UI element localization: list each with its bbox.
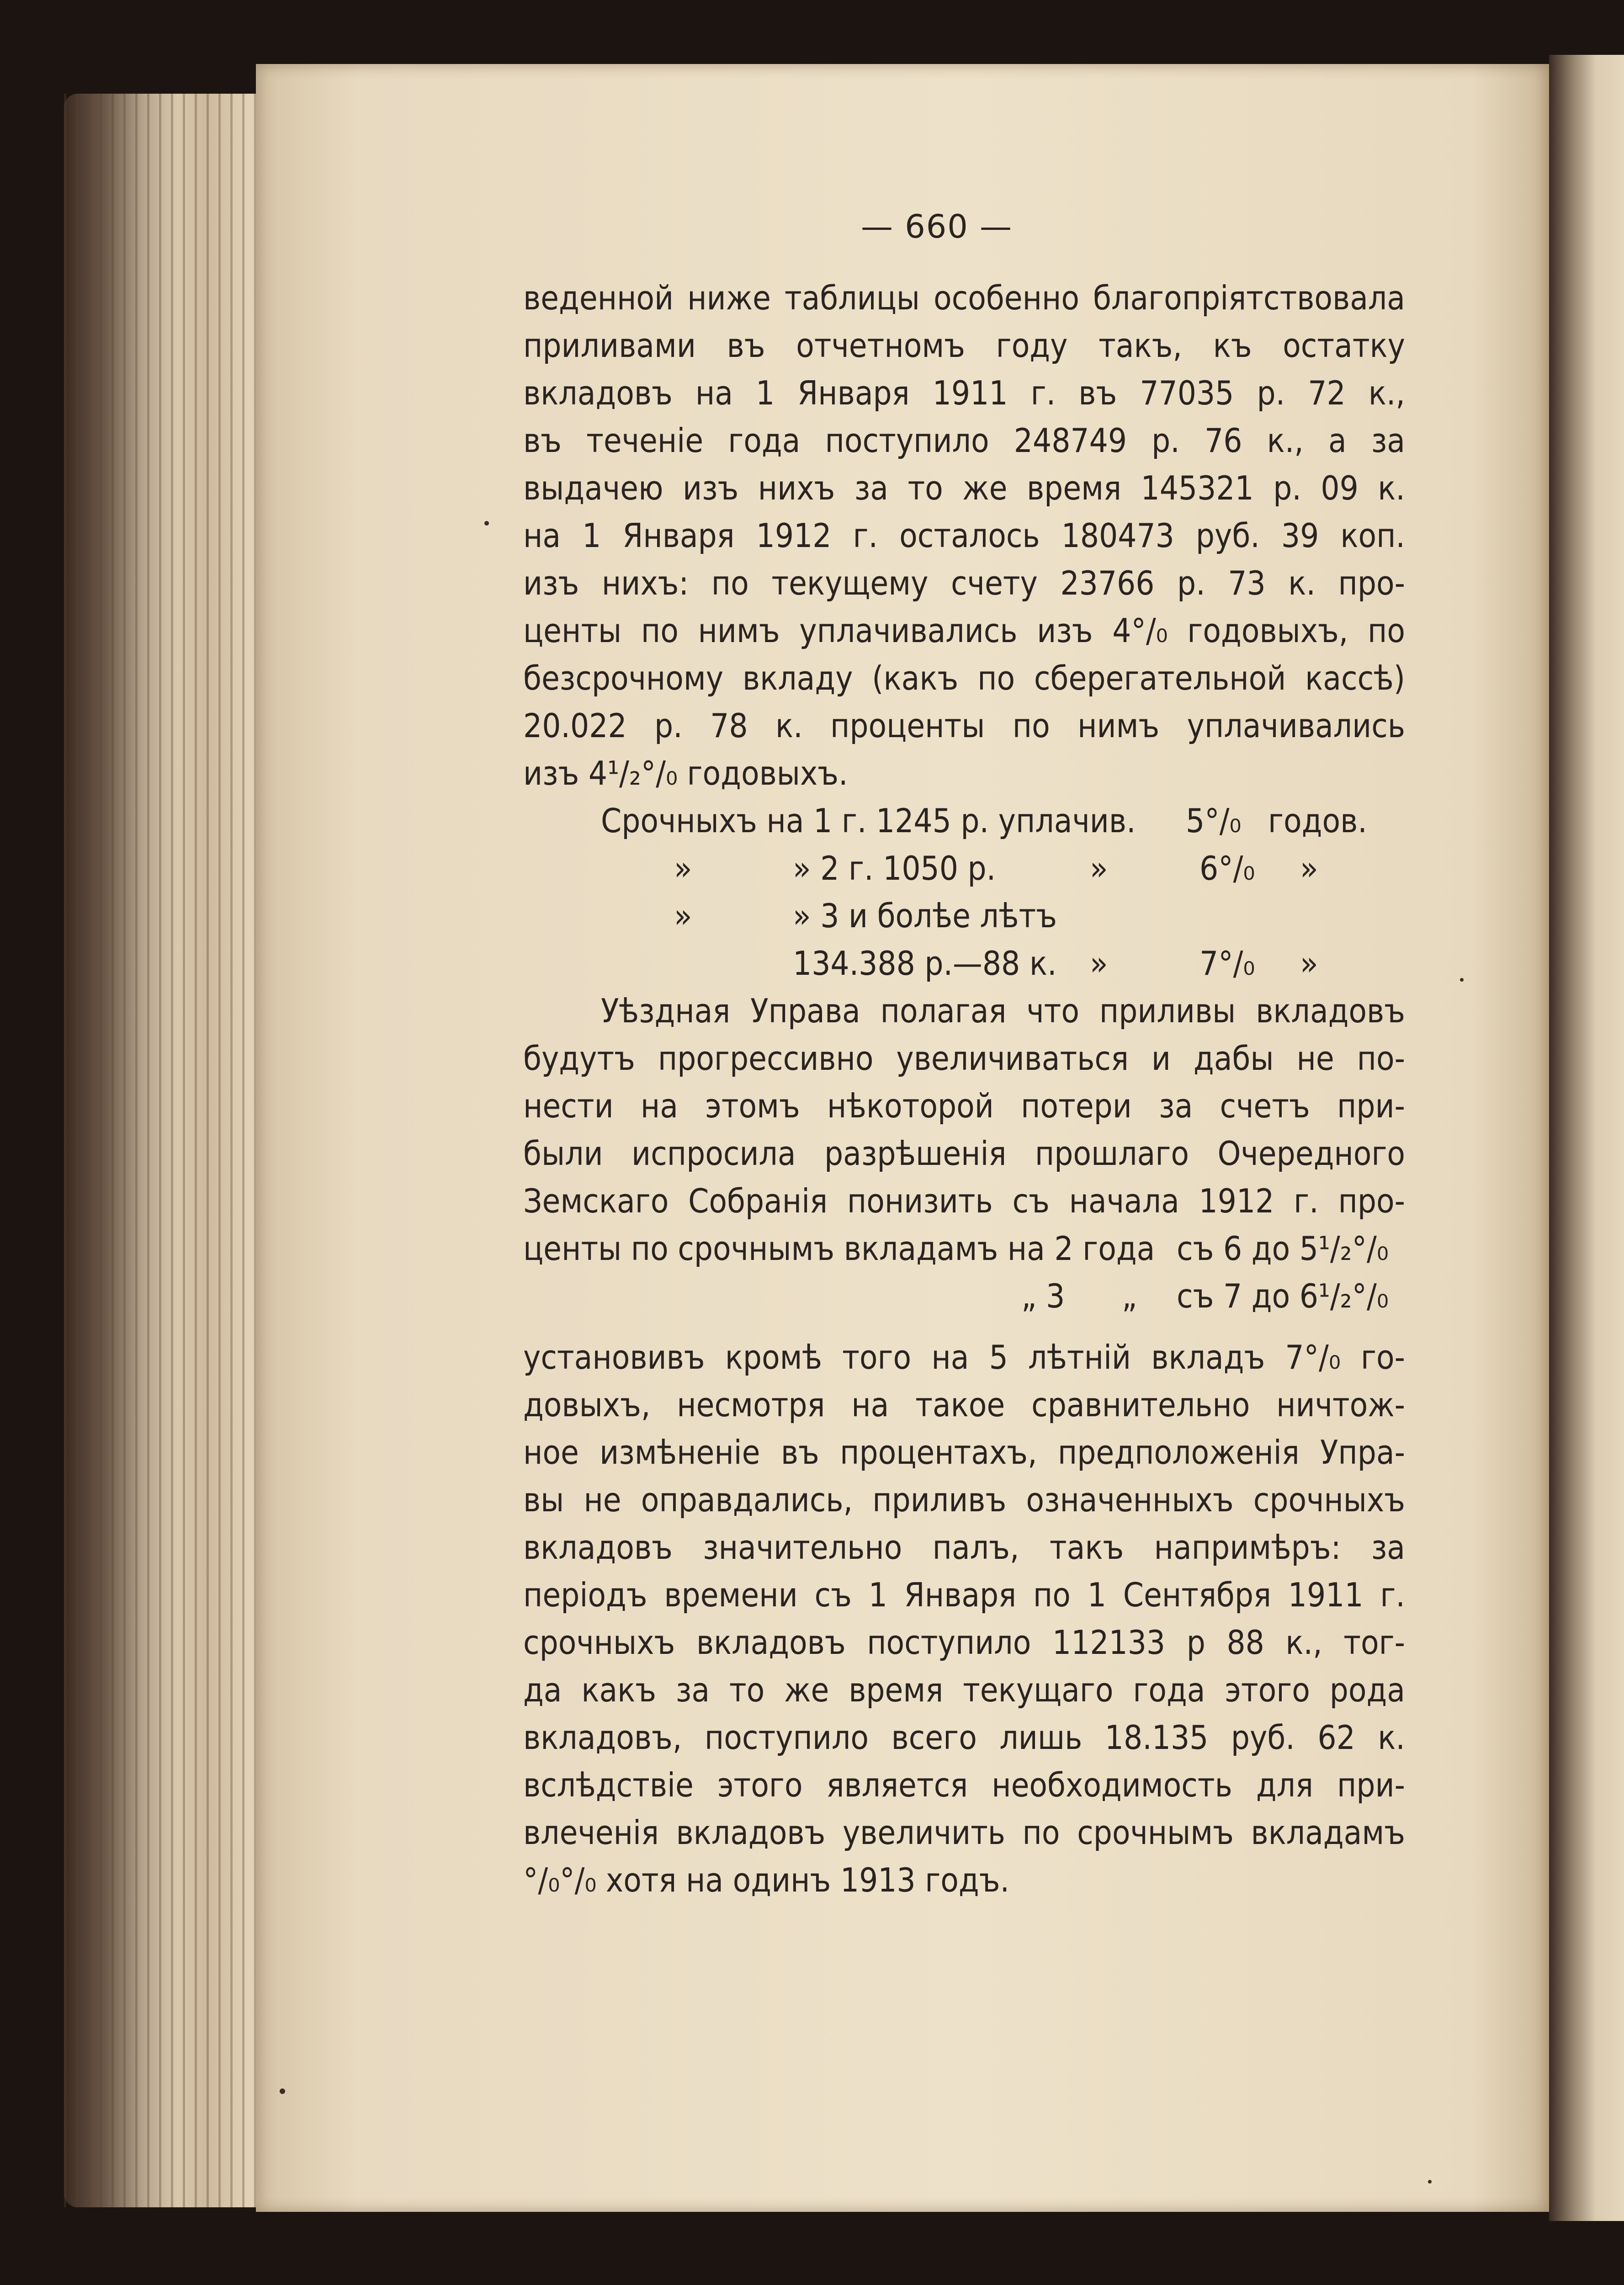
text-line: 20.022 р. 78 к. проценты по нимъ уплачивались: [523, 707, 1405, 745]
ditto-mark: »: [1300, 944, 1318, 983]
deposits-row: [523, 797, 1405, 845]
ink-speck: [1460, 978, 1464, 982]
ditto-mark: »: [1300, 849, 1318, 887]
facing-page-edge: [1549, 55, 1624, 2221]
ditto-mark: »: [674, 849, 692, 887]
text-line: да какъ за то же время текущаго года этого рода: [523, 1671, 1405, 1709]
text-line: вкладовъ, поступило всего лишь 18.135 руб. 62 к.: [523, 1718, 1405, 1757]
deposit-term: » 3 и болѣе лѣтъ: [793, 897, 1057, 935]
text-line: вслѣдствіе этого является необходимость для при-: [523, 1766, 1405, 1804]
ditto-mark: „: [1122, 1277, 1137, 1315]
text-line: въ теченіе года поступило 248749 р. 76 к., а за: [523, 421, 1405, 460]
rate-change-lead: центы по срочнымъ вкладамъ на 2 года: [523, 1229, 1155, 1268]
text-line: ное измѣненіе въ процентахъ, предположенія Упра-: [523, 1433, 1405, 1472]
text-line: приливами въ отчетномъ году такъ, къ остатку: [523, 326, 1405, 365]
page-body-text: [523, 274, 1405, 1904]
text-line: установивъ кромѣ того на 5 лѣтній вкладъ 7°/₀ го-: [523, 1338, 1405, 1376]
deposits-row: [523, 940, 1405, 987]
deposit-rate: 6°/₀: [1199, 849, 1255, 887]
text-line: нести на этомъ нѣкоторой потери за счетъ при-: [523, 1087, 1405, 1125]
ink-speck: [1428, 2180, 1432, 2184]
ditto-mark: »: [1090, 849, 1108, 887]
text-line: изъ 4¹/₂°/₀ годовыхъ.: [523, 754, 848, 792]
text-line: веденной ниже таблицы особенно благопріятствовала: [523, 279, 1405, 317]
text-line: срочныхъ вкладовъ поступило 112133 р 88 к., тог-: [523, 1623, 1405, 1662]
text-line: выдачею изъ нихъ за то же время 145321 р. 09 к.: [523, 469, 1405, 507]
text-line: изъ нихъ: по текущему счету 23766 р. 73 к. про-: [523, 564, 1405, 602]
rate-change-line: [523, 1225, 1405, 1272]
deposit-amount: 134.388 р.—88 к.: [793, 944, 1057, 983]
deposit-term: » 2 г. 1050 р.: [793, 849, 996, 887]
text-line: будутъ прогрессивно увеличиваться и дабы не по-: [523, 1039, 1405, 1078]
deposits-row: [523, 845, 1405, 892]
text-line: вкладовъ значительно палъ, такъ напримѣръ: за: [523, 1528, 1405, 1567]
ink-speck: [484, 521, 489, 526]
text-line: Земскаго Собранія понизить съ начала 1912 г. про-: [523, 1182, 1405, 1220]
ink-speck: [280, 2088, 285, 2094]
ditto-mark: »: [1090, 944, 1108, 983]
text-line: Уѣздная Управа полагая что приливы вкладовъ: [601, 992, 1405, 1030]
text-line: центы по нимъ уплачивались изъ 4°/₀ годовыхъ, по: [523, 611, 1405, 650]
rate-change-line: [523, 1272, 1405, 1320]
paragraph-3: [523, 1334, 1405, 1904]
deposit-rate-unit: годов.: [1268, 802, 1367, 840]
ditto-mark: »: [674, 897, 692, 935]
text-line: влеченія вкладовъ увеличить по срочнымъ вкладамъ: [523, 1813, 1405, 1852]
text-line: вкладовъ на 1 Января 1911 г. въ 77035 р. 72 к.,: [523, 374, 1405, 412]
text-line: на 1 Января 1912 г. осталось 180473 руб. 39 коп.: [523, 516, 1405, 555]
deposit-term: Срочныхъ на 1 г. 1245 р. уплачив.: [601, 802, 1136, 840]
ditto-mark: „ 3: [1021, 1277, 1065, 1315]
deposits-row: [523, 892, 1405, 940]
text-line: періодъ времени съ 1 Января по 1 Сентября 1911 г.: [523, 1576, 1405, 1614]
text-line: °/₀°/₀ хотя на одинъ 1913 годъ.: [523, 1861, 1010, 1899]
rate-change-value: съ 6 до 5¹/₂°/₀: [1177, 1229, 1389, 1268]
deposit-rate: 5°/₀: [1186, 802, 1242, 840]
text-line: довыхъ, несмотря на такое сравнительно ничтож-: [523, 1386, 1405, 1424]
paragraph-2: [523, 987, 1405, 1320]
text-line: безсрочному вкладу (какъ по сберегательной кассѣ): [523, 659, 1405, 697]
paragraph-1: [523, 274, 1405, 797]
rate-change-value: съ 7 до 6¹/₂°/₀: [1177, 1277, 1389, 1315]
text-line: вы не оправдались, приливъ означенныхъ срочныхъ: [523, 1481, 1405, 1519]
deposits-table: [523, 797, 1405, 987]
page-number: — 660 —: [860, 208, 1013, 245]
text-line: были испросила разрѣшенія прошлаго Очередного: [523, 1134, 1405, 1173]
deposit-rate: 7°/₀: [1199, 944, 1255, 983]
